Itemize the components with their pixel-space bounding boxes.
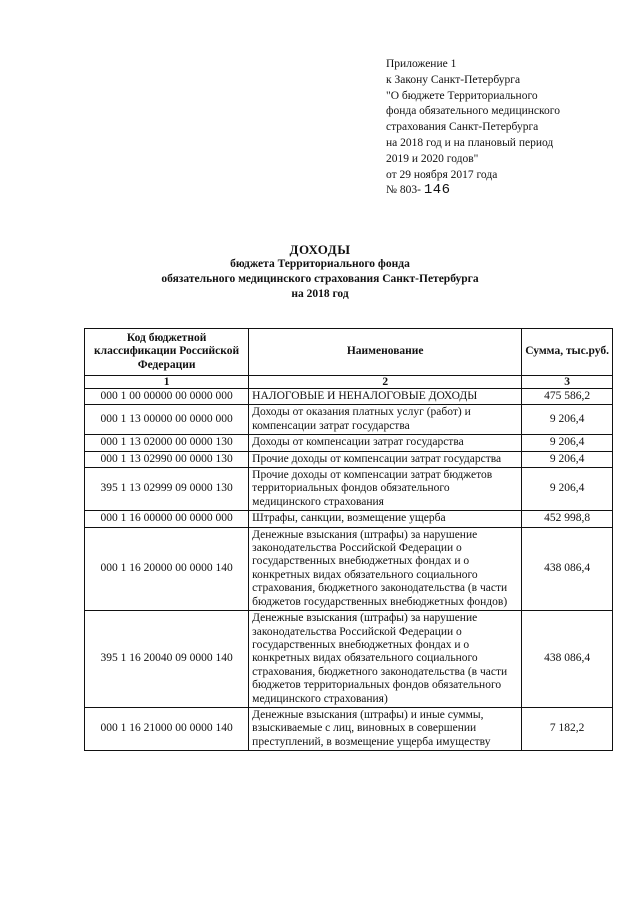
- appendix-line: фонда обязательного медицинского: [386, 105, 560, 118]
- row-name: Доходы от компенсации затрат государства: [249, 435, 522, 451]
- header-code: Код бюджетной классификации Российской Федерации: [85, 329, 249, 376]
- row-code: 000 1 16 21000 00 0000 140: [85, 707, 249, 750]
- row-name: Денежные взыскания (штрафы) за нарушение законодательства Российской Федерации о государственных внебюджетных фондах и о конкретных видах обязательного социального страхования, бюджетного законодательства (в части бюджетов территориальных фондов обязательного медицинского страхования): [249, 611, 522, 708]
- row-code: 000 1 13 02000 00 0000 130: [85, 435, 249, 451]
- appendix-line: от 29 ноября 2017 года: [386, 168, 498, 181]
- row-sum: 9 206,4: [522, 468, 613, 511]
- appendix-line: 2019 и 2020 годов": [386, 152, 479, 165]
- row-name: Денежные взыскания (штрафы) и иные суммы, взыскиваемые с лиц, виновных в совершении преступлений, в возмещение ущерба имуществу: [249, 707, 522, 750]
- column-number: 1: [85, 376, 249, 389]
- column-number: 2: [249, 376, 522, 389]
- title-main: ДОХОДЫ: [289, 242, 351, 257]
- row-sum: 9 206,4: [522, 451, 613, 467]
- title-line: обязательного медицинского страхования Санкт-Петербурга: [161, 273, 479, 285]
- document-title: [0, 242, 640, 302]
- table-row: [85, 611, 613, 708]
- column-number: 3: [522, 376, 613, 389]
- row-name: Денежные взыскания (штрафы) за нарушение законодательства Российской Федерации о государственных внебюджетных фондах и о конкретных видах обязательного социального страхования, бюджетного законодательства (в части бюджетов государственных внебюджетных фондов): [249, 527, 522, 610]
- table-row: [85, 435, 613, 451]
- table-row: [85, 511, 613, 527]
- law-number: [386, 183, 560, 199]
- law-number-prefix: № 803-: [386, 184, 421, 197]
- row-code: 395 1 13 02999 09 0000 130: [85, 468, 249, 511]
- row-code: 000 1 00 00000 00 0000 000: [85, 389, 249, 405]
- appendix-header: [386, 57, 560, 199]
- appendix-line: к Закону Санкт-Петербурга: [386, 73, 521, 86]
- title-line: бюджета Территориального фонда: [230, 258, 410, 270]
- row-sum: 452 998,8: [522, 511, 613, 527]
- appendix-line: Приложение 1: [386, 58, 457, 70]
- row-sum: 438 086,4: [522, 527, 613, 610]
- row-name: НАЛОГОВЫЕ И НЕНАЛОГОВЫЕ ДОХОДЫ: [249, 389, 522, 405]
- law-number-handwritten: 146: [423, 182, 451, 199]
- table-row: [85, 527, 613, 610]
- table-row: [85, 389, 613, 405]
- row-sum: 7 182,2: [522, 707, 613, 750]
- appendix-line: на 2018 год и на плановый период: [386, 136, 554, 149]
- table-row: [85, 405, 613, 435]
- column-number-row: [85, 376, 613, 389]
- row-name: Прочие доходы от компенсации затрат государства: [249, 451, 522, 467]
- row-sum: 475 586,2: [522, 389, 613, 405]
- row-code: 395 1 16 20040 09 0000 140: [85, 611, 249, 708]
- row-sum: 9 206,4: [522, 435, 613, 451]
- row-name: Штрафы, санкции, возмещение ущерба: [249, 511, 522, 527]
- title-line: на 2018 год: [291, 288, 349, 300]
- row-sum: 438 086,4: [522, 611, 613, 708]
- row-code: 000 1 13 02990 00 0000 130: [85, 451, 249, 467]
- header-row: [85, 329, 613, 376]
- row-sum: 9 206,4: [522, 405, 613, 435]
- row-name: Прочие доходы от компенсации затрат бюджетов территориальных фондов обязательного медицинского страхования: [249, 468, 522, 511]
- appendix-line: страхования Санкт-Петербурга: [386, 121, 539, 134]
- revenue-table: [84, 328, 613, 751]
- table-row: [85, 451, 613, 467]
- row-code: 000 1 13 00000 00 0000 000: [85, 405, 249, 435]
- table-row: [85, 707, 613, 750]
- table-row: [85, 468, 613, 511]
- header-name: Наименование: [249, 329, 522, 376]
- row-code: 000 1 16 20000 00 0000 140: [85, 527, 249, 610]
- row-code: 000 1 16 00000 00 0000 000: [85, 511, 249, 527]
- appendix-line: "О бюджете Территориального: [386, 89, 538, 102]
- row-name: Доходы от оказания платных услуг (работ) и компенсации затрат государства: [249, 405, 522, 435]
- header-sum: Сумма, тыс.руб.: [522, 329, 613, 376]
